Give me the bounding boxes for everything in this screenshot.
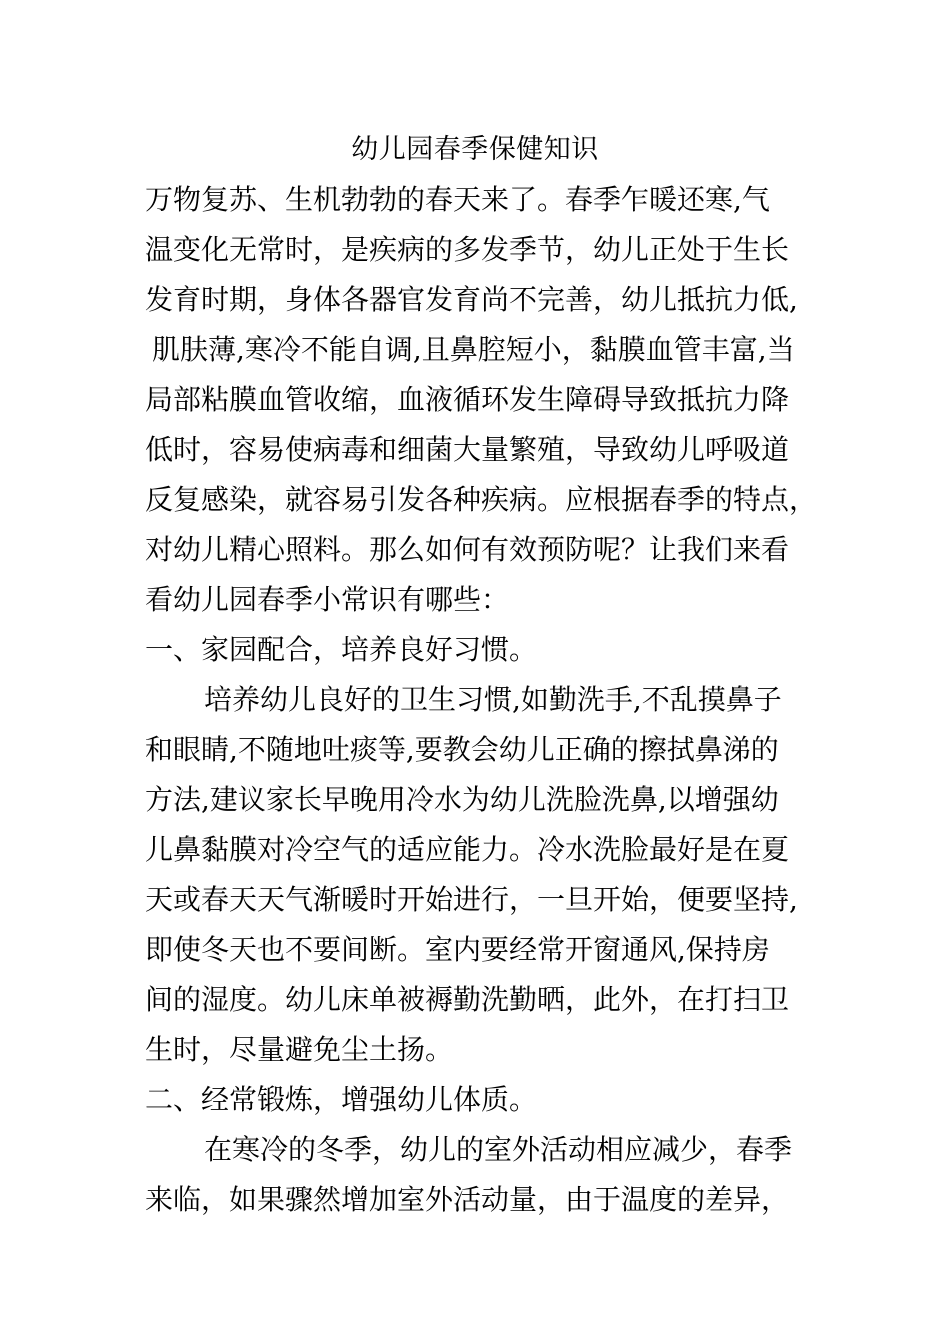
text-line: 在寒冷的冬季，幼儿的室外活动相应减少，春季 <box>204 1133 793 1166</box>
text-line: 发育时期，身体各器官发育尚不完善，幼儿抵抗力低, <box>145 283 798 316</box>
text-line: 天或春天天气渐暖时开始进行，一旦开始，便要坚持, <box>145 883 798 916</box>
text-line: 对幼儿精心照料。那么如何有效预防呢？让我们来看 <box>145 533 790 566</box>
text-line: 看幼儿园春季小常识有哪些： <box>145 583 510 616</box>
text-line: 间的湿度。幼儿床单被褥勤洗勤晒，此外，在打扫卫 <box>145 983 790 1016</box>
section-heading: 二、经常锻炼，增强幼儿体质。 <box>145 1083 538 1116</box>
text-line: 方法,建议家长早晚用冷水为幼儿洗脸洗鼻,以增强幼 <box>145 783 779 816</box>
document-title: 幼儿园春季保健知识 <box>351 134 599 165</box>
text-line: 万物复苏、生机勃勃的春天来了。春季乍暖还寒,气 <box>145 183 770 216</box>
text-line: 生时，尽量避免尘土扬。 <box>145 1033 454 1066</box>
text-line: 肌肤薄,寒冷不能自调,且鼻腔短小，黏膜血管丰富,当 <box>152 333 795 366</box>
text-line: 局部粘膜血管收缩，血液循环发生障碍导致抵抗力降 <box>145 383 790 416</box>
text-line: 即使冬天也不要间断。室内要经常开窗通风,保持房 <box>145 933 770 966</box>
text-line: 低时，容易使病毒和细菌大量繁殖，导致幼儿呼吸道 <box>145 433 790 466</box>
section-heading: 一、家园配合，培养良好习惯。 <box>145 633 538 666</box>
text-line: 来临，如果骤然增加室外活动量，由于温度的差异， <box>145 1183 790 1216</box>
text-line: 培养幼儿良好的卫生习惯,如勤洗手,不乱摸鼻子 <box>204 683 782 716</box>
text-line: 温变化无常时，是疾病的多发季节，幼儿正处于生长 <box>145 233 790 266</box>
text-line: 儿鼻黏膜对冷空气的适应能力。冷水洗脸最好是在夏 <box>145 833 790 866</box>
text-line: 和眼睛,不随地吐痰等,要教会幼儿正确的擦拭鼻涕的 <box>145 733 779 766</box>
text-line: 反复感染，就容易引发各种疾病。应根据春季的特点， <box>145 483 818 516</box>
